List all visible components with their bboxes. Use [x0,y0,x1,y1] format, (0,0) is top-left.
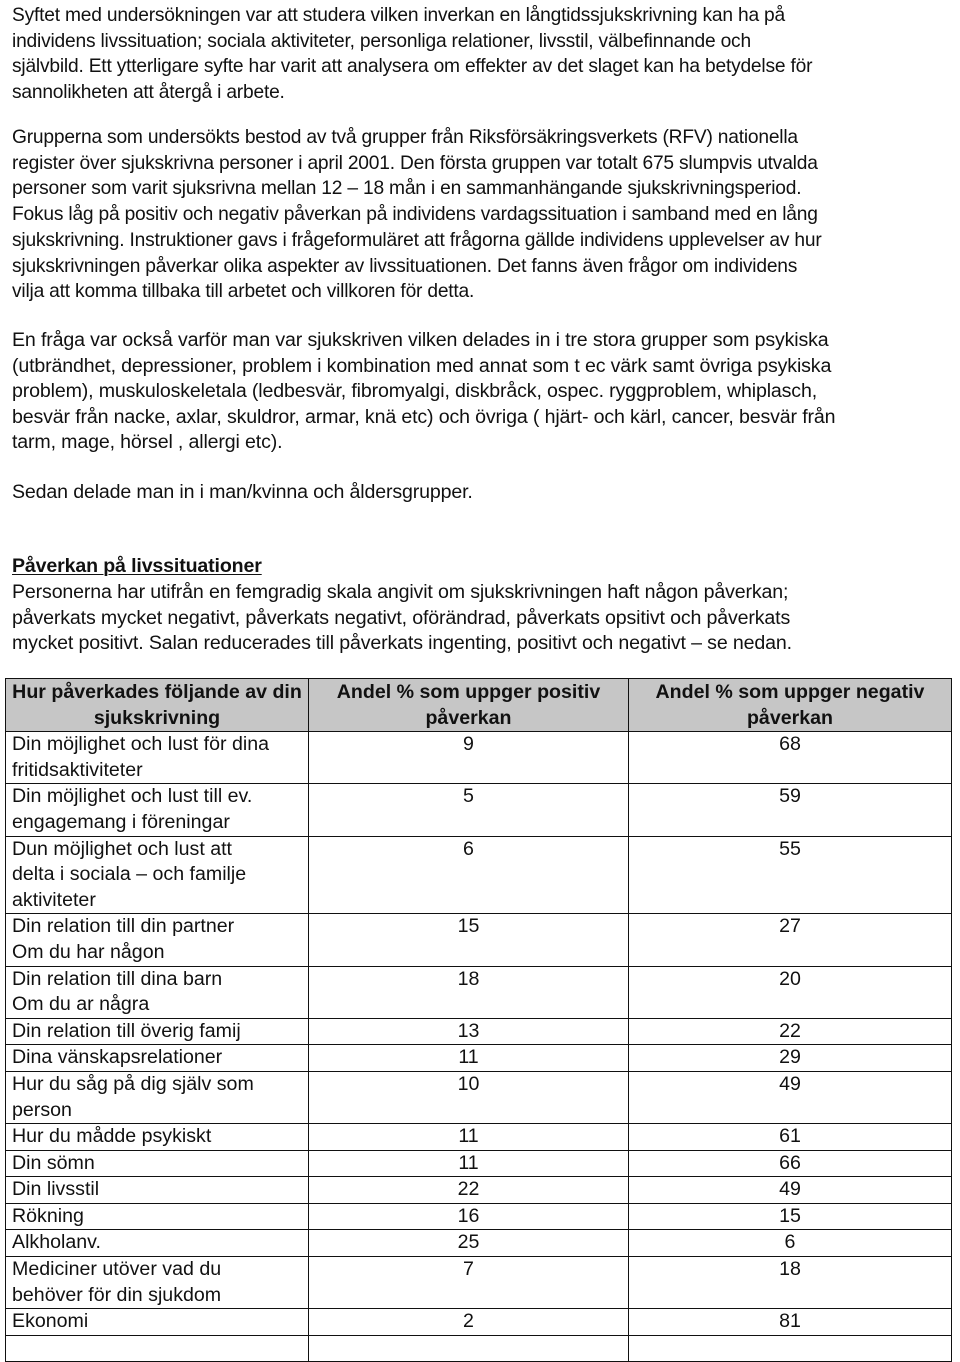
table-row [6,836,952,914]
groups-paragraph: Grupperna som undersökts bestod av två grupper från Riksförsäkringsverkets (RFV) nationella register över sjukskrivna personer i april 2001. Den första gruppen var totalt 675 slumpvis utvalda personer som varit sjuksrivna mellan 12 – 18 mån i en sammanhängande sjukskrivningsperiod. Fokus låg på positiv och negativ påverkan på individens vardagssituation i samband med en lång sjukskrivning. Instruktioner gavs i frågeformuläret att frågorna gällde individens upplevelser av hur sjukskrivningen påverkar olika aspekter av livssituationen. Det fanns även frågor om individens vilja att komma tillbaka till arbetet och villkoren för detta. [12,127,822,303]
row-label: Din livsstil [6,1177,309,1204]
row-negative: 22 [629,1018,952,1045]
row-label: Alkholanv. [6,1230,309,1257]
impact-table [5,678,952,1362]
scale-paragraph: Personerna har utifrån en femgradig skala angivit om sjukskrivningen haft någon påverkan; påverkats mycket negativt, påverkats negativt, oförändrad, påverkats opsitivt och påverkats mycket positivt. Salan reducerades till påverkats ingenting, positivt och negativt – se nedan. [12,581,792,655]
row-label: Dina vänskapsrelationer [6,1045,309,1072]
row-positive: 6 [309,836,629,914]
row-label: Dun möjlighet och lust att delta i sociala – och familje aktiviteter [6,836,309,914]
row-positive: 15 [309,914,629,966]
empty-cell [309,1335,629,1361]
header-negative: Andel % som uppger negativ påverkan [629,679,952,732]
intro-paragraph: Syftet med undersökningen var att studera vilken inverkan en långtidssjukskrivning kan ha på individens livssituation; sociala aktiviteter, personliga relationer, livsstil, välbefinnande och självbild. Ett ytterligare syfte har varit att analysera om effekter av det slaget kan ha betydelse för sannolikheten att återgå i arbete. [12,5,813,104]
table-row [6,1124,952,1151]
row-negative: 27 [629,914,952,966]
row-negative: 15 [629,1203,952,1230]
table-row [6,1177,952,1204]
table-row [6,914,952,966]
row-positive: 5 [309,784,629,836]
row-label: Mediciner utöver vad du behöver för din sjukdom [6,1257,309,1309]
section-title [12,554,956,580]
row-positive: 18 [309,966,629,1018]
header-positive: Andel % som uppger positiv påverkan [309,679,629,732]
table-row [6,1309,952,1336]
row-negative: 68 [629,732,952,784]
row-negative: 29 [629,1045,952,1072]
row-label: Rökning [6,1203,309,1230]
row-label: Hur du såg på dig själv som person [6,1071,309,1123]
table-row [6,1257,952,1309]
row-negative: 49 [629,1071,952,1123]
row-negative: 20 [629,966,952,1018]
row-negative: 66 [629,1150,952,1177]
row-negative: 61 [629,1124,952,1151]
row-label: Ekonomi [6,1309,309,1336]
row-negative: 81 [629,1309,952,1336]
table-row [6,784,952,836]
table-row [6,966,952,1018]
row-negative: 6 [629,1230,952,1257]
row-positive: 7 [309,1257,629,1309]
row-positive: 11 [309,1045,629,1072]
row-label: Hur du mådde psykiskt [6,1124,309,1151]
table-header-row [6,679,952,732]
table-row [6,732,952,784]
split-paragraph: Sedan delade man in i man/kvinna och åldersgrupper. [12,481,473,503]
table-row [6,1150,952,1177]
row-positive: 11 [309,1124,629,1151]
table-row [6,1071,952,1123]
table-row [6,1230,952,1257]
row-negative: 49 [629,1177,952,1204]
row-negative: 55 [629,836,952,914]
question-paragraph: En fråga var också varför man var sjukskriven vilken delades in i tre stora grupper som psykiska (utbrändhet, depressioner, problem i kombination med annat som t ec värk samt övriga psykiska problem), muskuloskeletala (ledbesvär, fibromyalgi, diskbråck, ospec. ryggproblem, whiplasch, besvär från nacke, axlar, skuldror, armar, knä etc) och övriga ( hjärt- och kärl, cancer, besvär från tarm, mage, hörsel , allergi etc). [12,329,836,454]
row-label: Din sömn [6,1150,309,1177]
row-positive: 10 [309,1071,629,1123]
row-positive: 2 [309,1309,629,1336]
table-row [6,1045,952,1072]
row-label: Din relation till överig famij [6,1018,309,1045]
row-positive: 22 [309,1177,629,1204]
row-positive: 11 [309,1150,629,1177]
row-label: Din relation till dina barn Om du ar några [6,966,309,1018]
row-label: Din möjlighet och lust för dina fritidsaktiviteter [6,732,309,784]
row-positive: 13 [309,1018,629,1045]
empty-cell [629,1335,952,1361]
row-label: Din möjlighet och lust till ev. engagemang i föreningar [6,784,309,836]
row-negative: 18 [629,1257,952,1309]
table-row [6,1203,952,1230]
table-row-empty [6,1335,952,1361]
row-label: Din relation till din partner Om du har någon [6,914,309,966]
row-negative: 59 [629,784,952,836]
row-positive: 16 [309,1203,629,1230]
header-item: Hur påverkades följande av din sjukskrivning [6,679,309,732]
table-row [6,1018,952,1045]
row-positive: 9 [309,732,629,784]
empty-cell [6,1335,309,1361]
row-positive: 25 [309,1230,629,1257]
section-title-text: Påverkan på livssituationer [12,555,262,577]
